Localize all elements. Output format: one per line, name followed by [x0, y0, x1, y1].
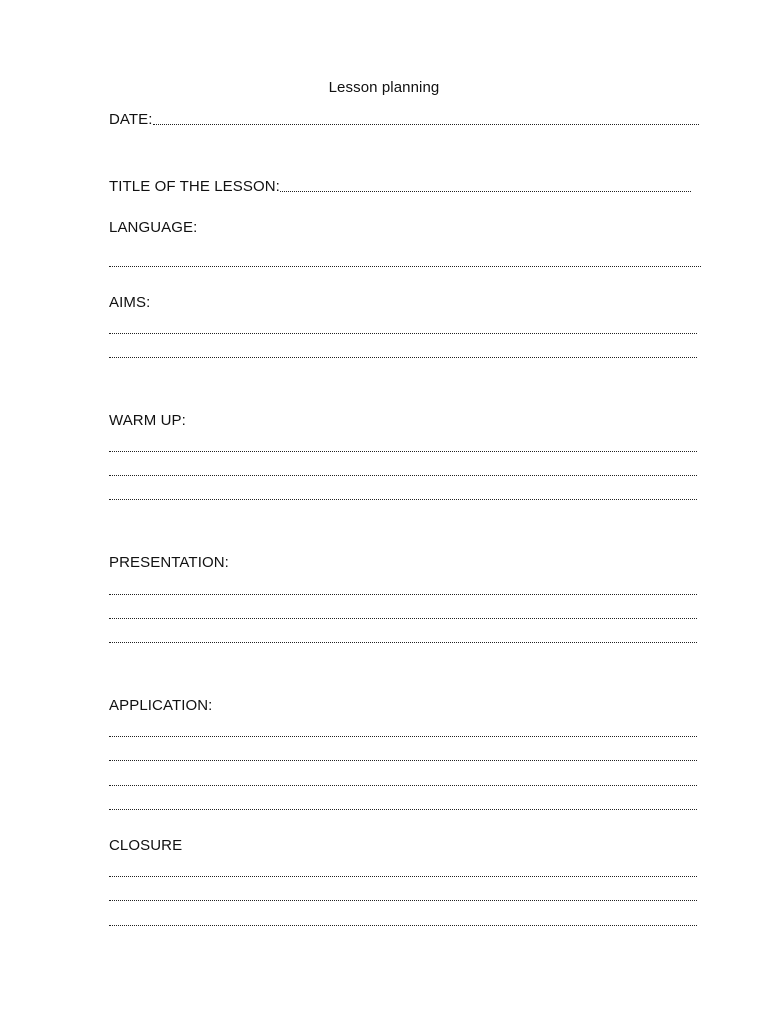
page-title: Lesson planning — [328, 79, 440, 96]
application-line[interactable] — [109, 785, 697, 786]
aims-label: AIMS: — [109, 294, 151, 311]
presentation-heading — [109, 554, 229, 572]
warm-up-label: WARM UP: — [109, 412, 186, 429]
presentation-line[interactable] — [109, 594, 697, 595]
date-field — [109, 111, 699, 129]
application-line[interactable] — [109, 809, 697, 810]
closure-label: CLOSURE — [109, 837, 183, 854]
presentation-label: PRESENTATION: — [109, 554, 229, 571]
closure-line[interactable] — [109, 925, 697, 926]
date-label: DATE: — [109, 111, 153, 128]
presentation-line[interactable] — [109, 618, 697, 619]
lesson-title-label: TITLE OF THE LESSON: — [109, 178, 280, 195]
lesson-title-field — [109, 178, 691, 196]
closure-heading — [109, 837, 182, 855]
language-heading — [109, 219, 197, 237]
language-label: LANGUAGE: — [109, 219, 198, 236]
warm-up-line[interactable] — [109, 475, 697, 476]
closure-line[interactable] — [109, 900, 697, 901]
application-label: APPLICATION: — [109, 697, 213, 714]
application-line[interactable] — [109, 760, 697, 761]
date-blank[interactable] — [153, 124, 699, 125]
aims-line[interactable] — [109, 357, 697, 358]
application-heading — [109, 697, 212, 715]
application-line[interactable] — [109, 736, 697, 737]
aims-line[interactable] — [109, 333, 697, 334]
warm-up-line[interactable] — [109, 499, 697, 500]
warm-up-heading — [109, 412, 186, 430]
warm-up-line[interactable] — [109, 451, 697, 452]
presentation-line[interactable] — [109, 642, 697, 643]
aims-heading — [109, 294, 150, 312]
closure-line[interactable] — [109, 876, 697, 877]
lesson-title-blank[interactable] — [280, 191, 691, 192]
language-line[interactable] — [109, 266, 701, 267]
